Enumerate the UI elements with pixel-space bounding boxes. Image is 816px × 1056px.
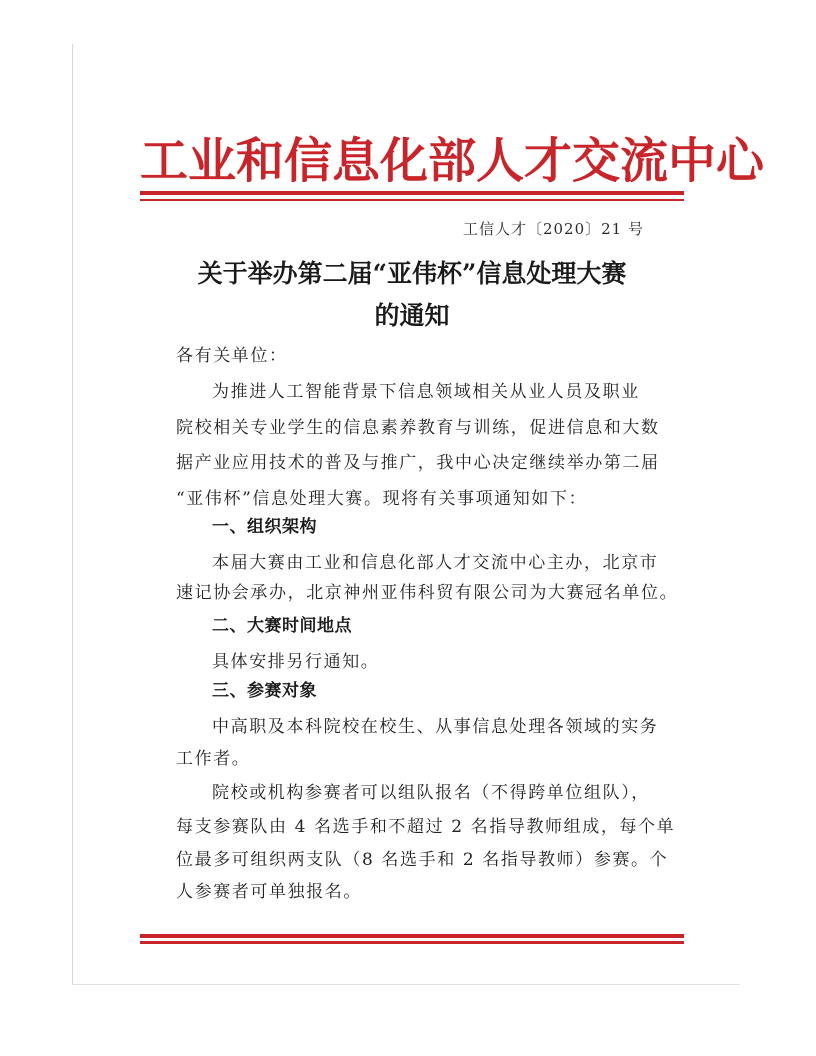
team-rules-line: 院校或机构参赛者可以组队报名（不得跨单位组队）， bbox=[212, 783, 650, 803]
intro-line: 为推进人工智能背景下信息领域相关从业人员及职业 bbox=[212, 382, 640, 402]
intro-line: 院校相关专业学生的信息素养教育与训练，促进信息和大数 bbox=[176, 418, 660, 438]
notice-title-line-1: 关于举办第二届“亚伟杯”信息处理大赛 bbox=[197, 259, 627, 288]
section-body-line: 具体安排另行通知。 bbox=[212, 652, 380, 672]
salutation: 各有关单位： bbox=[176, 346, 288, 366]
letterhead-org-name: 工业和信息化部人才交流中心 bbox=[140, 133, 765, 189]
footer-rule-thick bbox=[140, 934, 684, 938]
scan-bottom-edge bbox=[72, 984, 740, 985]
section-body-line: 中高职及本科院校在校生、从事信息处理各领域的实务 bbox=[212, 717, 659, 737]
letterhead-rule-thick bbox=[140, 191, 684, 195]
team-rules-line: 位最多可组织两支队（8 名选手和 2 名指导教师）参赛。个 bbox=[176, 850, 669, 870]
document-number: 工信人才〔2020〕21 号 bbox=[462, 220, 644, 238]
team-rules-line: 每支参赛队由 4 名选手和不超过 2 名指导教师组成，每个单 bbox=[176, 817, 676, 837]
team-rules-line: 人参赛者可单独报名。 bbox=[176, 882, 362, 902]
intro-line: 据产业应用技术的普及与推广，我中心决定继续举办第二届 bbox=[176, 453, 660, 473]
letterhead-rule-thin bbox=[140, 199, 684, 201]
section-body-line: 本届大赛由工业和信息化部人才交流中心主办，北京市 bbox=[212, 553, 659, 573]
section-heading-time-place: 二、大赛时间地点 bbox=[212, 616, 352, 636]
section-heading-organization: 一、组织架构 bbox=[212, 517, 317, 537]
notice-title-line-2: 的通知 bbox=[374, 301, 450, 330]
scan-left-edge bbox=[72, 44, 73, 984]
section-body-line: 速记协会承办，北京神州亚伟科贸有限公司为大赛冠名单位。 bbox=[176, 583, 679, 603]
footer-rule-second bbox=[140, 941, 684, 944]
intro-line: “亚伟杯”信息处理大赛。现将有关事项通知如下： bbox=[176, 489, 588, 509]
section-body-line: 工作者。 bbox=[176, 749, 251, 769]
section-heading-participants: 三、参赛对象 bbox=[212, 681, 317, 701]
